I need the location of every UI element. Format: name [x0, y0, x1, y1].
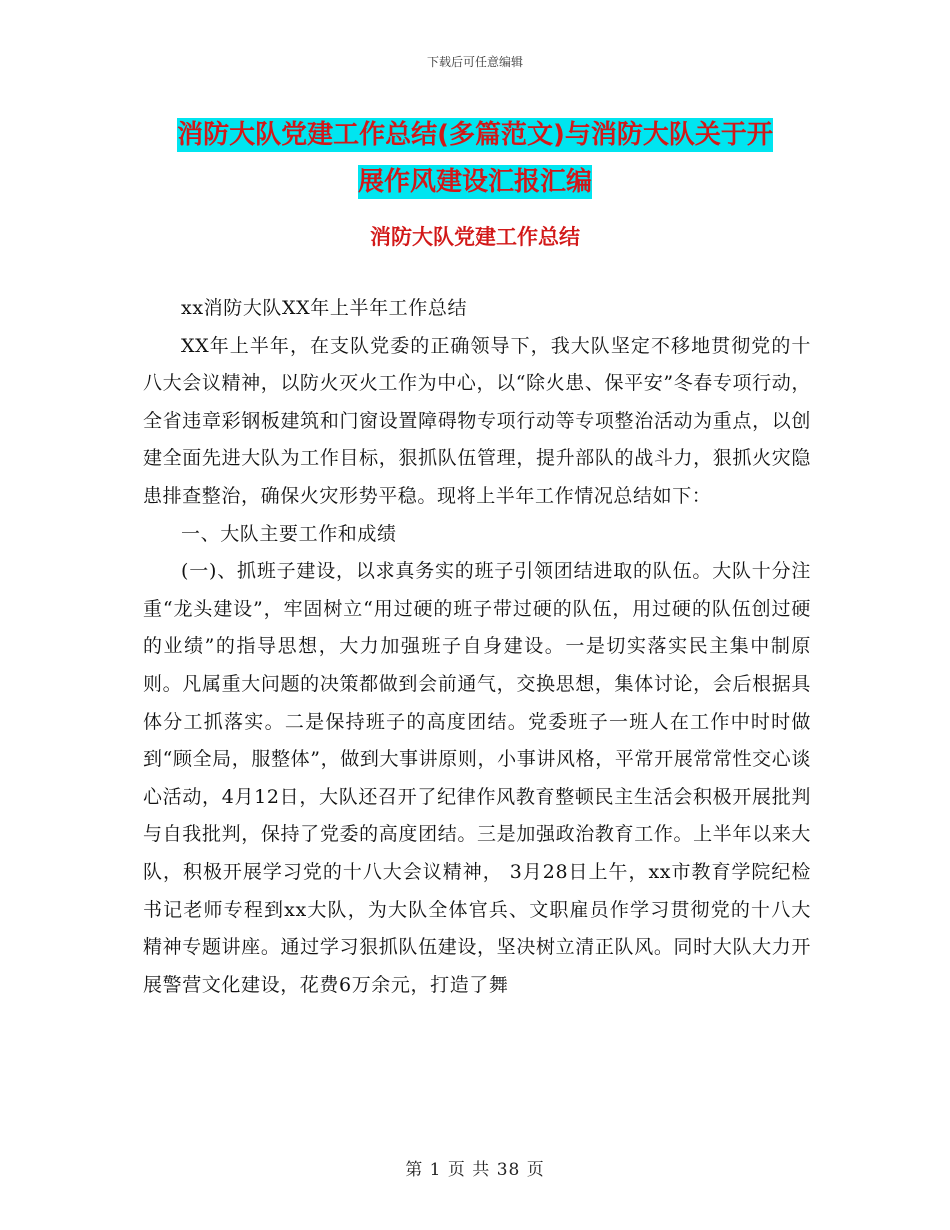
document-title-line-1: 消防大队党建工作总结(多篇范文)与消防大队关于开 [177, 120, 773, 150]
document-title-line-2: 展作风建设汇报汇编 [357, 167, 592, 197]
document-title [140, 112, 810, 206]
page-footer: 第 1 页 共 38 页 [405, 1160, 545, 1180]
paragraph-intro: XX年上半年，在支队党委的正确领导下，我大队坚定不移地贯彻党的十八大会议精神，以防火灭火工作为中心，以“除火患、保平安”冬春专项行动，全省违章彩钢板建筑和门窗设置障碍物专项行动等专项整治活动为重点，以创建全面先进大队为工作目标，狠抓队伍管理，提升部队的战斗力，狠抓火灾隐患排查整治，确保火灾形势平稳。现将上半年工作情况总结如下： [143, 334, 811, 507]
paragraph-team-building: (一)、抓班子建设，以求真务实的班子引领团结进取的队伍。大队十分注重“龙头建设”，牢固树立“用过硬的班子带过硬的队伍，用过硬的队伍创过硬的业绩”的指导思想，大力加强班子自身建设。一是切实落实民主集中制原则。凡属重大问题的决策都做到会前通气，交换思想，集体讨论，会后根据具体分工抓落实。二是保持班子的高度团结。党委班子一班人在工作中时时做到“顾全局，服整体”，做到大事讲原则，小事讲风格，平常开展常常性交心谈心活动，4月12日，大队还召开了纪律作风教育整顿民主生活会积极开展批判与自我批判，保持了党委的高度团结。三是加强政治教育工作。上半年以来大队，积极开展学习党的十八大会议精神， 3月28日上午，xx市教育学院纪检书记老师专程到xx大队，为大队全体官兵、文职雇员作学习贯彻党的十八大精神专题讲座。通过学习狠抓队伍建设，坚决树立清正队风。同时大队大力开展警营文化建设，花费6万余元，打造了舞 [143, 560, 811, 996]
header-note: 下载后可任意编辑 [426, 55, 523, 69]
paragraph-subtitle: xx消防大队XX年上半年工作总结 [181, 297, 468, 319]
body-text [143, 290, 811, 1004]
section-title: 消防大队党建工作总结 [370, 225, 580, 249]
paragraph-heading-1: 一、大队主要工作和成绩 [181, 522, 397, 545]
